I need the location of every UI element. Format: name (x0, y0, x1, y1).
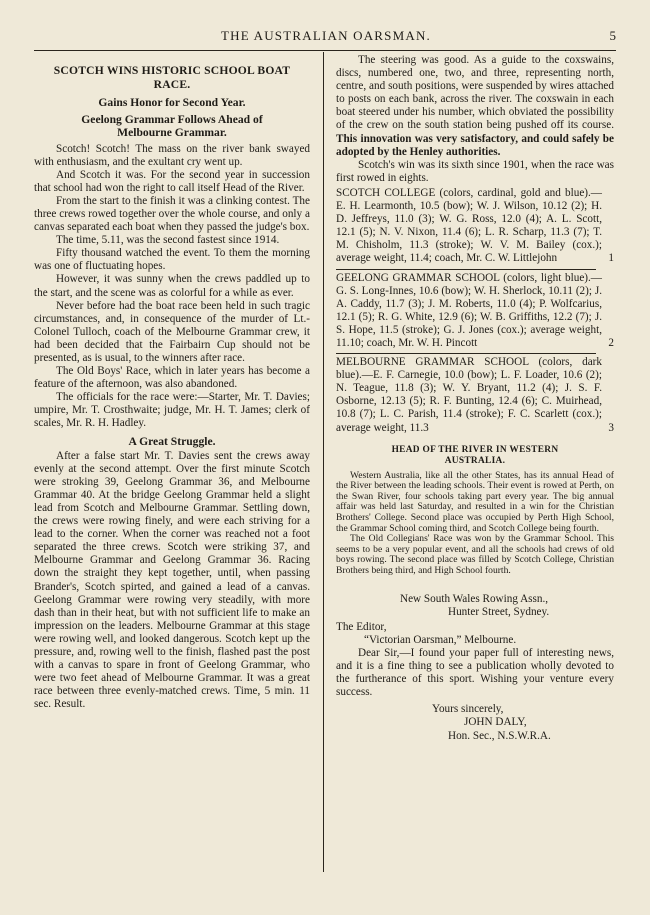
left-column (34, 58, 310, 711)
crew-entry (336, 272, 614, 351)
article-paragraph: Fifty thousand watched the event. To them the morning was one of fluctuating hopes. (34, 247, 310, 273)
column-divider (323, 52, 324, 872)
article-paragraph: The officials for the race were:—Starter, Mr. T. Davies; umpire, Mr. T. Crosthwaite; judge, Mr. H. T. James; clerk of scales, Mr. R. H. Hadley. (34, 391, 310, 430)
header-rule (34, 50, 616, 51)
article-paragraph: From the start to the finish it was a clinking contest. The three crews rowed together over the whole course, and only a canvas separated each boat when they passed the judge's box. (34, 194, 310, 234)
letter-signer-title: Hon. Sec., N.S.W.R.A. (448, 729, 551, 742)
crew-text: SCOTCH COLLEGE (colors, cardinal, gold and blue).—E. H. Learmonth, 10.5 (bow); W. J. Wilson, 10.12 (2); H. D. Jeffreys, 11.0 (3); W. G. Ross, 12.0 (4); A. L. Scott, 12.1 (5); N. V. Nixon, 11.4 (6); L. R. Scharp, 11.3 (7); T. M. Chisholm, 11.3 (stroke); W. V. M. Bailey (cox.); average weight, 11.4; coach, Mr. C. W. Littlejohn (336, 186, 602, 265)
letter-recipient: The Editor, (336, 620, 387, 633)
letter-recipient: “Victorian Oarsman,” Melbourne. (364, 633, 517, 646)
article-paragraph: Scotch's win was its sixth since 1901, when the race was first rowed in eights. (336, 158, 614, 184)
wa-story (336, 471, 614, 577)
article-paragraph: And Scotch it was. For the second year in succession that school had won the right to call itself Head of the River. (34, 168, 310, 194)
crew-place: 2 (608, 336, 614, 349)
page-number: 5 (609, 28, 616, 43)
steering-paragraph (336, 54, 614, 159)
crew-text: MELBOURNE GRAMMAR SCHOOL (colors, dark blue).—E. F. Carnegie, 10.0 (bow); L. F. Loader, 10.6 (2); N. Teague, 11.8 (3); W. Y. Bryant, 11.2 (4); J. S. F. Osborne, 12.13 (5); R. F. Bunting, 12.4 (6); C. Muirhead, 10.8 (7); L. C. Parish, 11.4 (stroke); F. C. Scarlett (cox.); average weight, 11.3 (336, 356, 602, 434)
article-subhead: Geelong Grammar Follows Ahead of Melbourne Grammar. (81, 112, 263, 139)
letter-address: New South Wales Rowing Assn., (400, 592, 549, 605)
crew-divider (336, 269, 596, 270)
crew-place: 3 (608, 421, 614, 434)
section-heading: A Great Struggle. (128, 434, 216, 448)
steering-emphasis: This innovation was very satisfactory, and could safely be adopted by the Henley authorities. (336, 132, 614, 158)
article-paragraph: Scotch! Scotch! The mass on the river bank swayed with enthusiasm, and the exultant cry went up. (34, 142, 310, 168)
crew-entry (336, 187, 614, 266)
letter-to-editor (336, 593, 614, 743)
crew-divider (336, 353, 596, 354)
wa-paragraph: The Old Collegians' Race was won by the Grammar School. This seems to be a very popular event, and all the schools had crews of old boys rowing. The second place was filled by Scotch College, Christian Brothers being third, and High School fourth. (336, 533, 614, 576)
right-column (336, 54, 614, 743)
article-paragraph: After a false start Mr. T. Davies sent the crews away evenly at the second attempt. Over the first minute Scotch were stroking 39, Geelong Grammar 36, and Melbourne Grammar 40. At the bridge Geelong Grammar held a slight lead from Scotch and Melbourne Grammar. Settling down, the crews were rowing finely, and were each striving for a lead to the corner. When the corner was reached not a foot separated the three crews. Scotch were striking 37, and Melbourne Grammar and Geelong Grammar 36. Racing down the straight they kept together, until, when passing Brander's, Scotch spirted, and gained a lead of a canvas. Geelong Grammar were rowing very steadily, with more dash than in their heat, but with not sufficient life to make an impression on the leaders. Melbourne Grammar at this stage were rowing well, and looked dangerous. Scotch kept up the pressure, and, rowing well to the finish, flashed past the post with a canvas to spare in front of Geelong Grammar, who were two feet ahead of Melbourne Grammar. It was a great race between three evenly-matched crews. Time, 5 min. 11 sec. Result. (34, 449, 310, 711)
steering-text: The steering was good. As a guide to the coxswains, discs, numbered one, two, and three, representing north, centre, and south positions, were suspended by wires attached to posts on each bank, across the river. The coxswain in each boat steered under his number, which obviated the possibility of the crew on the south station being pushed off its course. (336, 54, 614, 132)
crew-text: GEELONG GRAMMAR SCHOOL (colors, light blue).—G. S. Long-Innes, 10.6 (bow); W. H. Sherlock, 10.11 (2); J. A. Caddy, 11.7 (3); J. M. Roberts, 11.0 (4); P. Wolfcarius, 12.1 (5); R. G. White, 12.9 (6); W. B. Griffiths, 12.2 (7); J. S. Hope, 11.5 (stroke); G. J. Jones (cox.); average weight, 11.10; coach, Mr. W. H. Pincott (336, 271, 602, 349)
article-paragraph: However, it was sunny when the crews paddled up to the start, and the scene was as colorful for a while as ever. (34, 273, 310, 299)
crew-place: 1 (608, 252, 614, 265)
letter-signature: JOHN DALY, (464, 716, 527, 729)
article-title: SCOTCH WINS HISTORIC SCHOOL BOAT RACE. (53, 64, 291, 91)
article-subhead: Gains Honor for Second Year. (98, 96, 246, 109)
article-paragraph: The time, 5.11, was the second fastest since 1914. (56, 234, 280, 247)
letter-body: Dear Sir,—I found your paper full of interesting news, and it is a fine thing to see a publication wholly devoted to the furtherance of this sport. Wishing your venture every success. (336, 646, 614, 699)
page-header (36, 28, 616, 46)
crew-entry (336, 356, 614, 435)
letter-address: Hunter Street, Sydney. (448, 605, 550, 618)
wa-paragraph: Western Australia, like all the other States, has its annual Head of the River between the leading schools. Their event is rowed at Perth, on the Swan River, four schools taking part every year. The big annual affair was held last Saturday, and resulted in a win for the Christian Brothers' College. Second place was occupied by Perth High School, the Grammar School coming third, and Scotch College being fourth. (336, 469, 614, 534)
letter-closing: Yours sincerely, (432, 703, 504, 716)
masthead-title: THE AUSTRALIAN OARSMAN. (221, 28, 431, 43)
article-paragraph: The Old Boys' Race, which in later years has become a feature of the afternoon, was also abandoned. (34, 365, 310, 391)
wa-heading: HEAD OF THE RIVER IN WESTERN AUSTRALIA. (391, 444, 559, 466)
article-paragraph: Never before had the boat race been held in such tragic circumstances, and, in consequence of the murder of Lt.-Colonel Tulloch, coach of the Melbourne Grammar crew, it had been decided that the Fairbairn Cup should not be presented, as is usual, to the winners after race. (34, 299, 310, 364)
